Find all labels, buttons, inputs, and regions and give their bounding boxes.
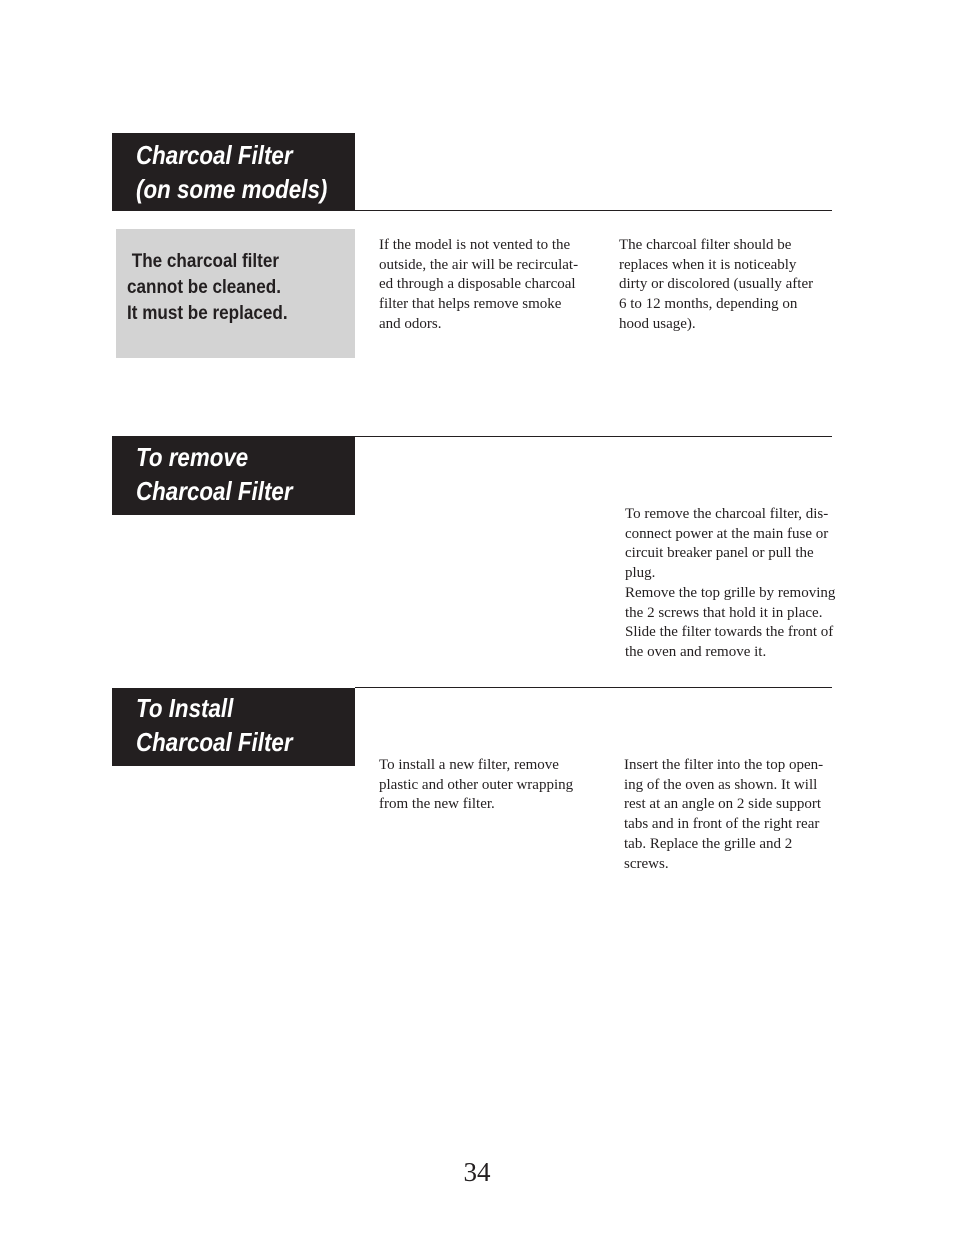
text-line: hood usage). [619, 315, 696, 332]
text-line: screws. [624, 855, 669, 872]
section-header-charcoal-filter [112, 133, 355, 211]
text-line: To remove the charcoal filter, dis- [625, 506, 829, 522]
text-line: circuit breaker panel or pull the [625, 545, 814, 562]
note-line: The charcoal filter [127, 251, 280, 272]
section-title-line: Charcoal Filter [136, 727, 293, 757]
text-line: rest at an angle on 2 side support [624, 796, 822, 813]
section-rule [355, 436, 832, 437]
charcoal-intro-paragraph [379, 236, 578, 335]
text-line: Slide the filter towards the front of [625, 624, 834, 641]
text-line: If the model is not vented to the [379, 237, 571, 253]
text-line: plastic and other outer wrapping [379, 776, 574, 793]
text-line: tabs and in front of the right rear [624, 816, 820, 833]
section-title-line: To remove [136, 442, 249, 472]
text-line: the 2 screws that hold it in place. [625, 604, 823, 621]
text-line: and odors. [379, 315, 442, 332]
text-line: To install a new filter, remove [379, 757, 559, 773]
text-line: plug. [625, 565, 656, 582]
text-line: replaces when it is noticeably [619, 256, 797, 273]
text-line: The charcoal filter should be [619, 237, 792, 253]
note-line: It must be replaced. [127, 303, 288, 324]
text-line: filter that helps remove smoke [379, 296, 562, 313]
section-title-line: To Install [136, 693, 234, 723]
text-line: connect power at the main fuse or [625, 525, 829, 542]
note-line: cannot be cleaned. [127, 277, 281, 298]
text-line: tab. Replace the grille and 2 [624, 835, 793, 852]
warning-note-box [116, 229, 355, 358]
section-rule [355, 210, 832, 211]
section-title-line: Charcoal Filter [136, 140, 293, 170]
text-line: Insert the filter into the top open- [624, 757, 824, 773]
text-line: outside, the air will be recirculat- [379, 256, 579, 273]
section-rule [355, 687, 832, 688]
text-line: dirty or discolored (usually after [619, 276, 814, 293]
page-number: 34 [463, 1157, 491, 1187]
text-line: ed through a disposable charcoal [379, 276, 576, 293]
section-header-remove-filter [112, 436, 355, 515]
remove-instructions-paragraph [625, 505, 835, 663]
charcoal-replace-paragraph [619, 236, 813, 335]
section-header-install-filter [112, 688, 355, 766]
install-insert-paragraph [624, 756, 823, 874]
install-prepare-paragraph [379, 756, 573, 815]
text-line: from the new filter. [379, 796, 495, 813]
section-title-line: (on some models) [136, 174, 328, 204]
text-line: the oven and remove it. [625, 643, 767, 660]
text-line: 6 to 12 months, depending on [619, 296, 798, 313]
section-title-line: Charcoal Filter [136, 476, 293, 506]
text-line: Remove the top grille by removing [625, 584, 836, 601]
text-line: ing of the oven as shown. It will [624, 776, 818, 793]
